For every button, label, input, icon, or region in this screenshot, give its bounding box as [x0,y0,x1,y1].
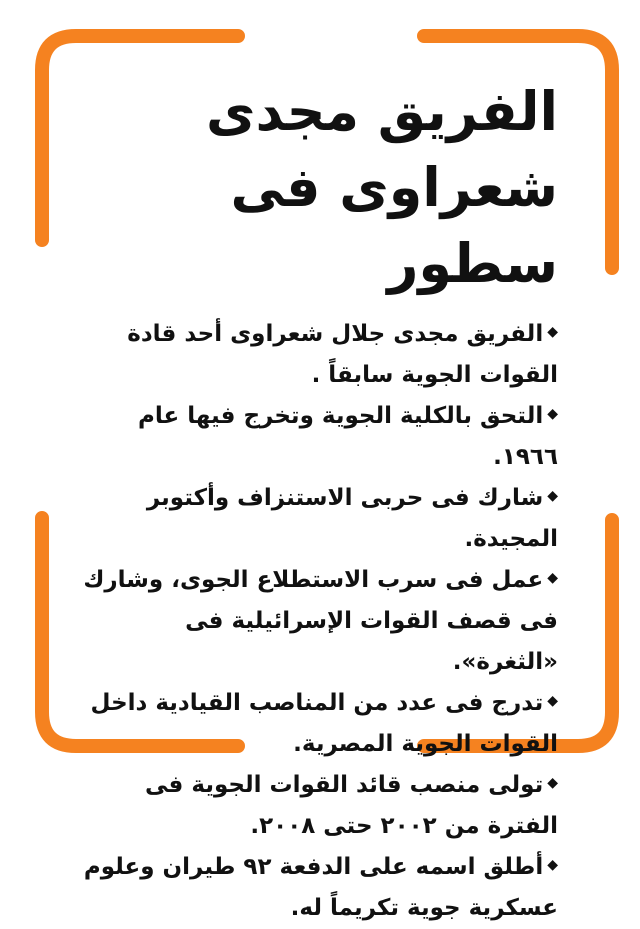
list-item [78,683,558,765]
facts-list [78,314,558,929]
list-item [78,314,558,396]
diamond-bullet-icon: ◆ [547,775,558,791]
list-item [78,765,558,847]
box-title [78,74,558,302]
diamond-bullet-icon: ◆ [547,324,558,340]
info-box [78,74,558,929]
diamond-bullet-icon: ◆ [547,693,558,709]
title-line-2: شعراوى فى سطور [230,156,558,295]
list-item-text: الفريق مجدى جلال شعراوى أحد قادة القوات الجوية سابقاً . [127,321,558,388]
list-item-text: التحق بالكلية الجوية وتخرج فيها عام ١٩٦٦. [137,403,558,470]
list-item-text: تولى منصب قائد القوات الجوية فى الفترة من ٢٠٠٢ حتى ٢٠٠٨. [145,772,558,839]
list-item [78,847,558,929]
diamond-bullet-icon: ◆ [547,857,558,873]
list-item [78,478,558,560]
diamond-bullet-icon: ◆ [547,570,558,586]
list-item-text: شارك فى حربى الاستنزاف وأكتوبر المجيدة. [146,485,558,552]
diamond-bullet-icon: ◆ [547,406,558,422]
title-line-1: الفريق مجدى [205,80,558,143]
list-item [78,560,558,683]
diamond-bullet-icon: ◆ [547,488,558,504]
list-item-text: أطلق اسمه على الدفعة ٩٢ طيران وعلوم عسكرية جوية تكريماً له. [83,854,558,921]
list-item-text: عمل فى سرب الاستطلاع الجوى، وشارك فى قصف القوات الإسرائيلية فى «الثغرة». [83,567,558,675]
list-item-text: تدرج فى عدد من المناصب القيادية داخل القوات الجوية المصرية. [90,690,558,757]
list-item [78,396,558,478]
